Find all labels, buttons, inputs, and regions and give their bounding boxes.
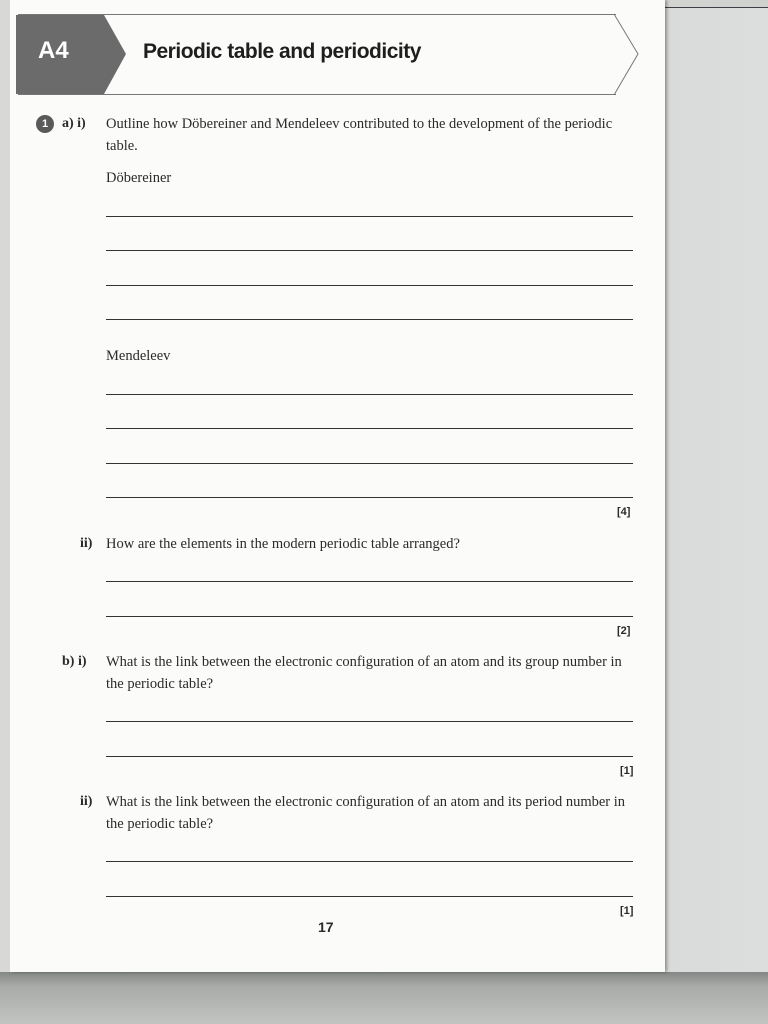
answer-line[interactable] <box>106 581 633 582</box>
part-a-ii-text: How are the elements in the modern periodic table arranged? <box>106 536 460 552</box>
part-b-i-label: b) i) <box>62 654 87 669</box>
answer-line[interactable] <box>106 394 633 395</box>
answer-line[interactable] <box>106 497 633 498</box>
answer-line[interactable] <box>106 721 633 722</box>
marks-a-ii: [2] <box>617 625 631 637</box>
answer-line[interactable] <box>106 319 633 320</box>
page-number: 17 <box>318 919 334 935</box>
part-b-ii-text: What is the link between the electronic configuration of an atom and its period number in the periodic table? <box>106 794 626 832</box>
header-arrow-tip <box>612 13 642 96</box>
header-border-bottom <box>18 94 616 95</box>
page-left-margin <box>0 0 10 972</box>
answer-line[interactable] <box>106 428 633 429</box>
section-code: A4 <box>38 37 69 64</box>
answer-line[interactable] <box>106 216 633 217</box>
scan-shadow <box>0 970 768 1024</box>
answer-line[interactable] <box>106 861 633 862</box>
answer-line[interactable] <box>106 285 633 286</box>
answer-line[interactable] <box>106 756 633 757</box>
page-title: Periodic table and periodicity <box>143 40 421 63</box>
answer-line[interactable] <box>106 616 633 617</box>
marks-b-i: [1] <box>620 765 634 777</box>
part-a-i-text: Outline how Döbereiner and Mendeleev contributed to the development of the periodic table. <box>106 116 613 154</box>
answer-line[interactable] <box>106 250 633 251</box>
part-a-ii-label: ii) <box>80 536 93 551</box>
part-b-ii-label: ii) <box>80 794 93 809</box>
answer-line[interactable] <box>106 463 633 464</box>
marks-a-i: [4] <box>617 506 631 518</box>
question-number: 1 <box>36 115 54 133</box>
part-b-i-text: What is the link between the electronic configuration of an atom and its group number in the periodic table? <box>106 654 622 692</box>
answer-line[interactable] <box>106 896 633 897</box>
next-page-edge <box>665 8 768 972</box>
part-a-i-label: a) i) <box>62 116 86 131</box>
marks-b-ii: [1] <box>620 905 634 917</box>
section-badge <box>16 15 128 94</box>
mendeleev-heading: Mendeleev <box>106 348 171 364</box>
dobereiner-heading: Döbereiner <box>106 170 172 186</box>
